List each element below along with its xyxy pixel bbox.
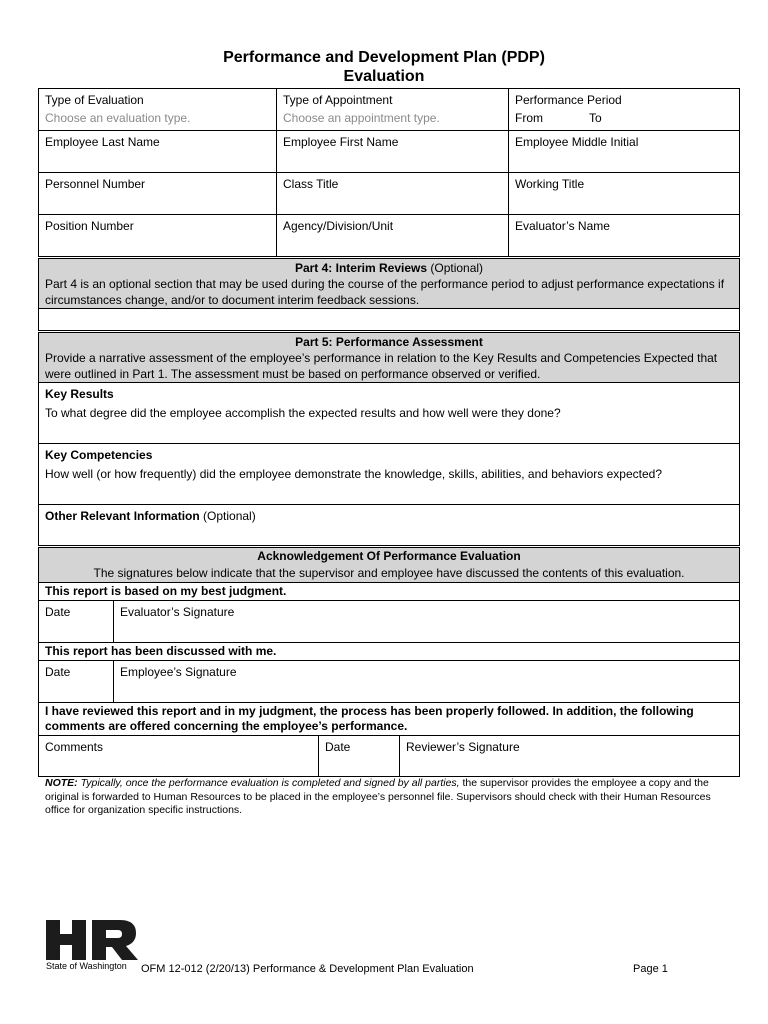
page-number: Page 1 [633,963,668,975]
note-text: the supervisor provides the employee a copy and the original is forwarded to Human Resources to be placed in the employee’s personnel file. Supervisors should check with their Human Resources office for organization specific instructions. [45,777,711,816]
employee-date-field[interactable]: Date [45,665,71,679]
position-number-field[interactable]: Position Number [45,219,134,233]
key-results-label: Key Results [45,387,114,401]
performance-period-field [509,89,739,130]
discussed-statement: This report has been discussed with me. [45,644,277,658]
employee-middle-initial-field[interactable]: Employee Middle Initial [515,135,639,149]
key-competencies-question: How well (or how frequently) did the employee demonstrate the knowledge, skills, abilities, and behaviors expected? [45,467,662,481]
part4-header [39,259,739,308]
note-paragraph [45,777,735,818]
agency-division-unit-field[interactable]: Agency/Division/Unit [283,219,394,233]
employee-signature-field[interactable]: Employee’s Signature [120,665,237,679]
state-of-washington-label: State of Washington [46,961,127,971]
type-of-appointment-select[interactable]: Choose an appointment type. [283,111,440,125]
part4-description: Part 4 is an optional section that may be used during the course of the performance period to adjust performance expectations if circumstances change, and/or to document interim feedback sessions. [45,277,725,307]
key-competencies-field[interactable] [39,444,739,504]
performance-period-label: Performance Period [515,93,622,107]
part4-optional: (Optional) [430,261,484,275]
evaluator-date-field[interactable]: Date [45,605,71,619]
period-from-field[interactable]: From [515,111,543,125]
part5-description: Provide a narrative assessment of the employee’s performance in relation to the Key Results and Competencies Expected that were outlined in Part 1. The assessment must be based on performance observed or verified. [45,351,718,381]
period-to-field[interactable]: To [589,111,602,125]
note-italic-text: Typically, once the performance evaluation is completed and signed by all parties, [80,777,460,789]
key-results-field[interactable] [39,383,739,443]
comments-field[interactable]: Comments [45,740,104,754]
employee-first-name-field[interactable]: Employee First Name [283,135,399,149]
class-title-field[interactable]: Class Title [283,177,339,191]
personnel-number-field[interactable]: Personnel Number [45,177,146,191]
acknowledgement-header [39,548,739,580]
type-of-evaluation-label: Type of Evaluation [45,93,144,107]
working-title-field[interactable]: Working Title [515,177,585,191]
other-info-field[interactable] [39,505,739,545]
reviewer-signature-field[interactable]: Reviewer’s Signature [406,740,520,754]
key-competencies-label: Key Competencies [45,448,153,462]
hr-logo [46,916,138,964]
reviewed-statement: I have reviewed this report and in my judgment, the process has been properly followed. In addition, the following comments are offered concerning the employee’s performance. [45,704,694,733]
part5-heading: Part 5: Performance Assessment [295,335,483,349]
page-title [0,48,768,86]
type-of-evaluation-select[interactable]: Choose an evaluation type. [45,111,191,125]
best-judgment-statement: This report is based on my best judgment. [45,584,287,598]
note-label: NOTE: [45,777,78,789]
other-info-label: Other Relevant Information [45,509,200,523]
other-info-optional: (Optional) [203,509,256,523]
type-of-appointment-label: Type of Appointment [283,93,393,107]
evaluators-name-field[interactable]: Evaluator’s Name [515,219,610,233]
reviewer-date-field[interactable]: Date [325,740,351,754]
evaluator-signature-field[interactable]: Evaluator’s Signature [120,605,235,619]
acknowledgement-description: The signatures below indicate that the supervisor and employee have discussed the contents of this evaluation. [93,566,685,580]
title-line-1: Performance and Development Plan (PDP) [223,49,545,66]
acknowledgement-heading: Acknowledgement Of Performance Evaluation [257,549,521,563]
key-results-question: To what degree did the employee accomplish the expected results and how well were they done? [45,406,561,420]
part4-response-field[interactable] [39,309,739,330]
employee-last-name-field[interactable]: Employee Last Name [45,135,160,149]
type-of-evaluation-field[interactable] [39,89,276,130]
form-id: OFM 12-012 (2/20/13) Performance & Development Plan Evaluation [141,963,474,975]
type-of-appointment-field[interactable] [277,89,508,130]
part5-header [39,333,739,382]
title-line-2: Evaluation [343,68,425,85]
part4-heading: Part 4: Interim Reviews [294,261,428,275]
